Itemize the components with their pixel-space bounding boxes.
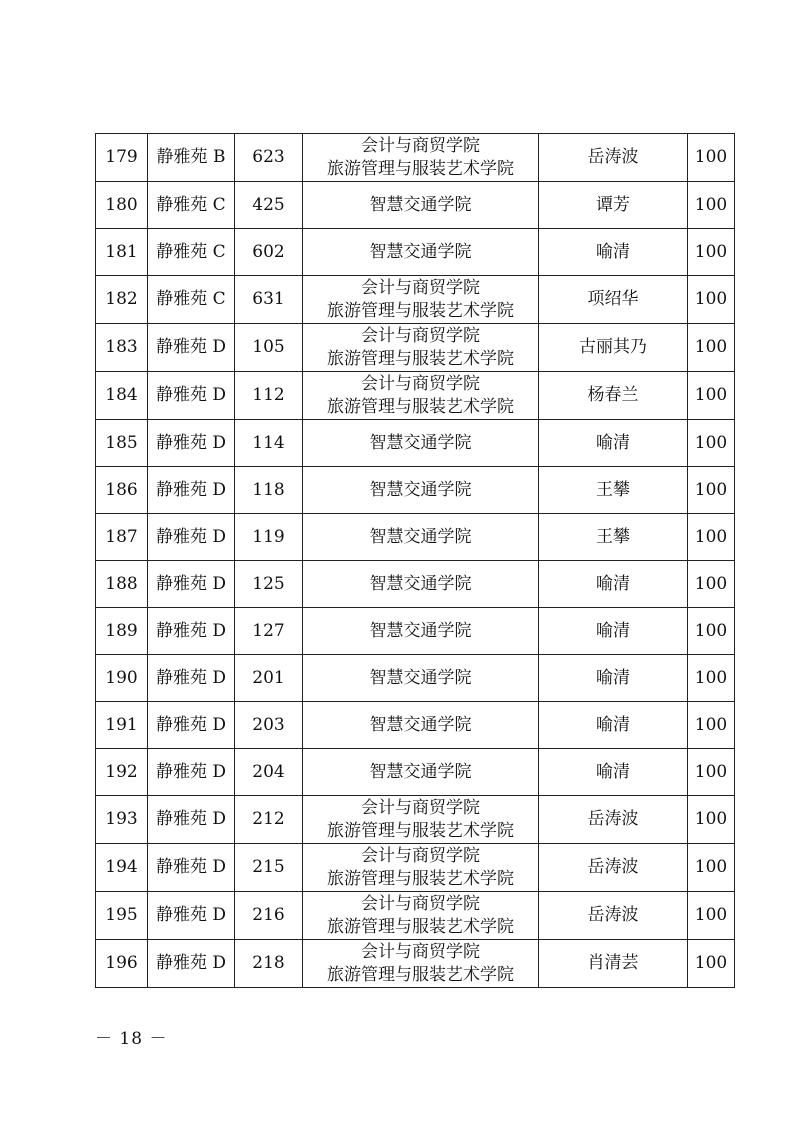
room-number-cell: 218: [235, 940, 303, 988]
college-cell: [303, 324, 539, 372]
college-cell: [303, 420, 539, 467]
table-row: [96, 844, 735, 892]
row-number-cell: 180: [96, 182, 148, 229]
counselor-cell: 岳涛波: [539, 844, 688, 892]
table-row: [96, 134, 735, 182]
counselor-cell: 王攀: [539, 514, 688, 561]
room-number-cell: 602: [235, 229, 303, 276]
counselor-cell: 岳涛波: [539, 796, 688, 844]
score-cell: 100: [688, 229, 735, 276]
building-cell: 静雅苑 D: [148, 655, 235, 702]
score-cell: 100: [688, 324, 735, 372]
score-cell: 100: [688, 749, 735, 796]
college-line: 会计与商贸学院: [361, 845, 480, 866]
row-number-cell: 181: [96, 229, 148, 276]
room-number-cell: 631: [235, 276, 303, 324]
building-cell: 静雅苑 D: [148, 702, 235, 749]
building-cell: 静雅苑 D: [148, 940, 235, 988]
building-cell: 静雅苑 D: [148, 372, 235, 420]
score-cell: 100: [688, 608, 735, 655]
college-line: 智慧交通学院: [369, 714, 472, 735]
college-line: 会计与商贸学院: [361, 893, 480, 914]
score-cell: 100: [688, 655, 735, 702]
row-number-cell: 184: [96, 372, 148, 420]
row-number-cell: 182: [96, 276, 148, 324]
counselor-cell: 喻清: [539, 420, 688, 467]
college-line: 会计与商贸学院: [361, 373, 480, 394]
score-cell: 100: [688, 940, 735, 988]
college-cell: [303, 940, 539, 988]
college-line: 智慧交通学院: [369, 432, 472, 453]
college-line: 会计与商贸学院: [361, 325, 480, 346]
college-cell: [303, 276, 539, 324]
room-number-cell: 425: [235, 182, 303, 229]
counselor-cell: 古丽其乃: [539, 324, 688, 372]
row-number-cell: 191: [96, 702, 148, 749]
row-number-cell: 192: [96, 749, 148, 796]
college-cell: [303, 561, 539, 608]
college-line: 智慧交通学院: [369, 667, 472, 688]
college-line: 旅游管理与服装艺术学院: [327, 820, 514, 841]
row-number-cell: 186: [96, 467, 148, 514]
counselor-cell: 杨春兰: [539, 372, 688, 420]
building-cell: 静雅苑 D: [148, 561, 235, 608]
college-line: 旅游管理与服装艺术学院: [327, 158, 514, 179]
college-cell: [303, 229, 539, 276]
score-cell: 100: [688, 702, 735, 749]
college-cell: [303, 702, 539, 749]
counselor-cell: 王攀: [539, 467, 688, 514]
row-number-cell: 185: [96, 420, 148, 467]
college-cell: [303, 844, 539, 892]
college-line: 旅游管理与服装艺术学院: [327, 964, 514, 985]
college-cell: [303, 655, 539, 702]
table-row: [96, 940, 735, 988]
building-cell: 静雅苑 D: [148, 749, 235, 796]
row-number-cell: 187: [96, 514, 148, 561]
row-number-cell: 193: [96, 796, 148, 844]
college-line: 旅游管理与服装艺术学院: [327, 868, 514, 889]
counselor-cell: 喻清: [539, 561, 688, 608]
row-number-cell: 195: [96, 892, 148, 940]
room-number-cell: 623: [235, 134, 303, 182]
table-row: [96, 796, 735, 844]
college-cell: [303, 467, 539, 514]
college-line: 会计与商贸学院: [361, 135, 480, 156]
college-cell: [303, 796, 539, 844]
college-line: 智慧交通学院: [369, 573, 472, 594]
counselor-cell: 岳涛波: [539, 134, 688, 182]
building-cell: 静雅苑 D: [148, 844, 235, 892]
room-number-cell: 215: [235, 844, 303, 892]
college-line: 智慧交通学院: [369, 479, 472, 500]
room-number-cell: 112: [235, 372, 303, 420]
score-cell: 100: [688, 276, 735, 324]
college-line: 旅游管理与服装艺术学院: [327, 300, 514, 321]
college-cell: [303, 892, 539, 940]
college-cell: [303, 182, 539, 229]
counselor-cell: 喻清: [539, 655, 688, 702]
table-row: [96, 182, 735, 229]
table-row: [96, 324, 735, 372]
table-row: [96, 655, 735, 702]
room-number-cell: 125: [235, 561, 303, 608]
building-cell: 静雅苑 C: [148, 229, 235, 276]
college-cell: [303, 608, 539, 655]
college-cell: [303, 514, 539, 561]
score-cell: 100: [688, 844, 735, 892]
score-cell: 100: [688, 420, 735, 467]
table-row: [96, 229, 735, 276]
row-number-cell: 179: [96, 134, 148, 182]
counselor-cell: 喻清: [539, 229, 688, 276]
row-number-cell: 183: [96, 324, 148, 372]
room-number-cell: 203: [235, 702, 303, 749]
counselor-cell: 肖清芸: [539, 940, 688, 988]
college-line: 智慧交通学院: [369, 526, 472, 547]
counselor-cell: 喻清: [539, 608, 688, 655]
college-line: 智慧交通学院: [369, 620, 472, 641]
table-row: [96, 608, 735, 655]
building-cell: 静雅苑 D: [148, 324, 235, 372]
score-cell: 100: [688, 134, 735, 182]
college-line: 智慧交通学院: [369, 194, 472, 215]
building-cell: 静雅苑 C: [148, 276, 235, 324]
college-line: 智慧交通学院: [369, 241, 472, 262]
score-cell: 100: [688, 892, 735, 940]
counselor-cell: 岳涛波: [539, 892, 688, 940]
page-number: － 18 －: [95, 1029, 168, 1049]
room-number-cell: 119: [235, 514, 303, 561]
building-cell: 静雅苑 D: [148, 467, 235, 514]
score-cell: 100: [688, 182, 735, 229]
table-row: [96, 276, 735, 324]
table-row: [96, 892, 735, 940]
room-number-cell: 212: [235, 796, 303, 844]
counselor-cell: 喻清: [539, 749, 688, 796]
row-number-cell: 189: [96, 608, 148, 655]
college-cell: [303, 134, 539, 182]
counselor-cell: 喻清: [539, 702, 688, 749]
building-cell: 静雅苑 D: [148, 892, 235, 940]
counselor-cell: 谭芳: [539, 182, 688, 229]
room-number-cell: 118: [235, 467, 303, 514]
score-cell: 100: [688, 467, 735, 514]
counselor-cell: 项绍华: [539, 276, 688, 324]
score-cell: 100: [688, 372, 735, 420]
row-number-cell: 194: [96, 844, 148, 892]
college-cell: [303, 749, 539, 796]
table-body: [96, 134, 735, 988]
table-row: [96, 514, 735, 561]
room-number-cell: 204: [235, 749, 303, 796]
table-row: [96, 420, 735, 467]
dormitory-score-table: [95, 133, 735, 988]
table-row: [96, 561, 735, 608]
room-number-cell: 216: [235, 892, 303, 940]
college-line: 会计与商贸学院: [361, 797, 480, 818]
score-cell: 100: [688, 514, 735, 561]
building-cell: 静雅苑 D: [148, 514, 235, 561]
room-number-cell: 127: [235, 608, 303, 655]
building-cell: 静雅苑 B: [148, 134, 235, 182]
room-number-cell: 105: [235, 324, 303, 372]
college-line: 旅游管理与服装艺术学院: [327, 396, 514, 417]
row-number-cell: 190: [96, 655, 148, 702]
score-cell: 100: [688, 561, 735, 608]
college-line: 会计与商贸学院: [361, 941, 480, 962]
college-line: 会计与商贸学院: [361, 277, 480, 298]
building-cell: 静雅苑 D: [148, 608, 235, 655]
building-cell: 静雅苑 D: [148, 796, 235, 844]
room-number-cell: 114: [235, 420, 303, 467]
building-cell: 静雅苑 C: [148, 182, 235, 229]
row-number-cell: 196: [96, 940, 148, 988]
table-row: [96, 702, 735, 749]
college-line: 旅游管理与服装艺术学院: [327, 348, 514, 369]
table-row: [96, 467, 735, 514]
room-number-cell: 201: [235, 655, 303, 702]
college-cell: [303, 372, 539, 420]
table-row: [96, 749, 735, 796]
score-cell: 100: [688, 796, 735, 844]
college-line: 智慧交通学院: [369, 761, 472, 782]
row-number-cell: 188: [96, 561, 148, 608]
table-row: [96, 372, 735, 420]
building-cell: 静雅苑 D: [148, 420, 235, 467]
college-line: 旅游管理与服装艺术学院: [327, 916, 514, 937]
